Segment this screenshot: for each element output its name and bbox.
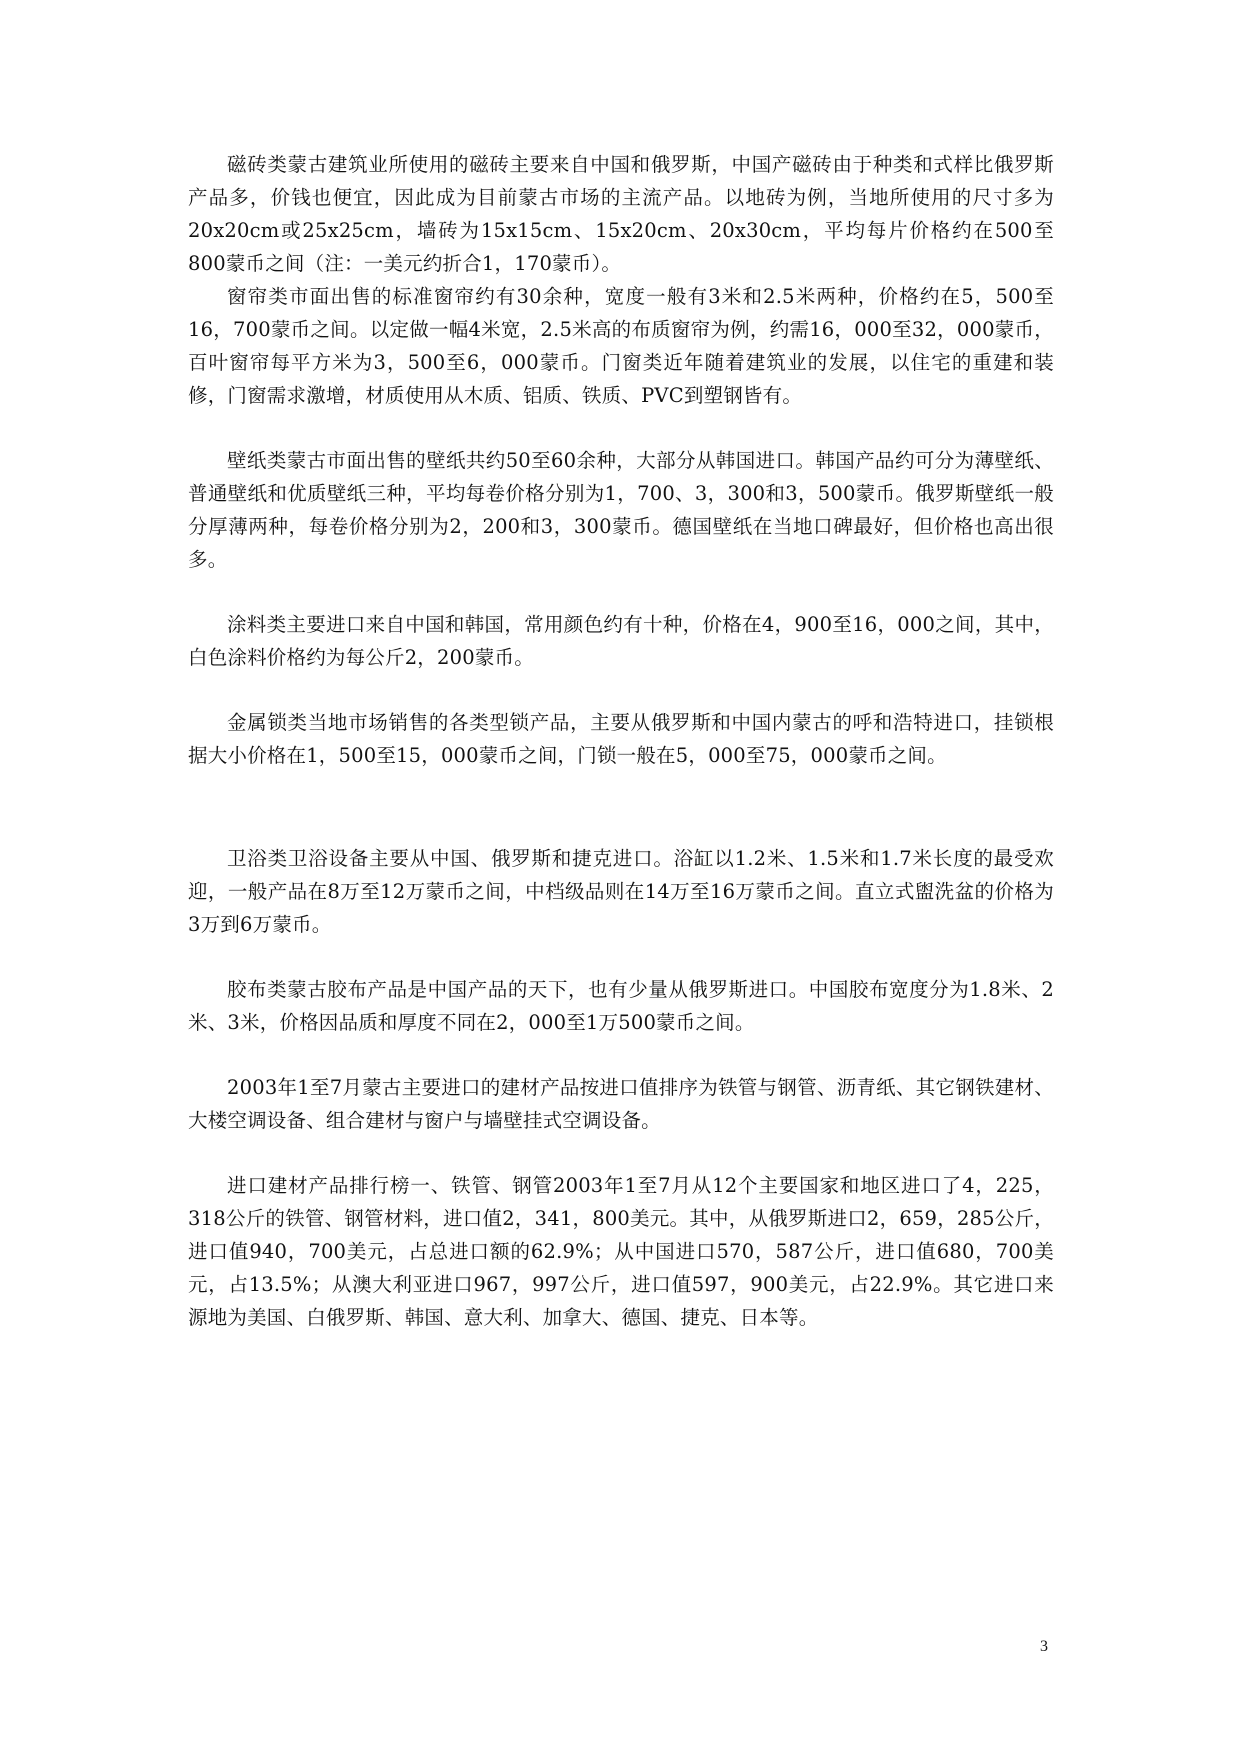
paragraph-locks: 金属锁类当地市场销售的各类型锁产品，主要从俄罗斯和中国内蒙古的呼和浩特进口，挂锁根据大小价格在1，500至15，000蒙币之间，门锁一般在5，000至75，000蒙币之间。 bbox=[188, 711, 1054, 767]
paragraph-bathroom: 卫浴类卫浴设备主要从中国、俄罗斯和捷克进口。浴缸以1.2米、1.5米和1.7米长度的最受欢迎，一般产品在8万至12万蒙币之间，中档级品则在14万至16万蒙币之间。直立式盥洗盆的价格为3万到6万蒙币。 bbox=[188, 847, 1054, 936]
paragraph-tape: 胶布类蒙古胶布产品是中国产品的天下，也有少量从俄罗斯进口。中国胶布宽度分为1.8米、2米、3米，价格因品质和厚度不同在2，000至1万500蒙币之间。 bbox=[188, 978, 1054, 1034]
paragraph-gap bbox=[188, 1137, 1054, 1169]
paragraph-gap bbox=[188, 1039, 1054, 1071]
paragraph-gap bbox=[188, 674, 1054, 706]
paragraph-curtains: 窗帘类市面出售的标准窗帘约有30余种，宽度一般有3米和2.5米两种，价格约在5，500至16，700蒙币之间。以定做一幅4米宽，2.5米高的布质窗帘为例，约需16，000至32，000蒙币，百叶窗帘每平方米为3，500至6，000蒙币。门窗类近年随着建筑业的发展，以住宅的重建和装修，门窗需求激增，材质使用从木质、铝质、铁质、PVC到塑钢皆有。 bbox=[188, 285, 1054, 407]
document-body bbox=[188, 148, 1054, 1334]
paragraph-gap bbox=[188, 772, 1054, 842]
paragraph-tiles: 磁砖类蒙古建筑业所使用的磁砖主要来自中国和俄罗斯，中国产磁砖由于种类和式样比俄罗斯产品多，价钱也便宜，因此成为目前蒙古市场的主流产品。以地砖为例，当地所使用的尺寸多为20x20cm或25x25cm，墙砖为15x15cm、15x20cm、20x30cm，平均每片价格约在500至800蒙币之间（注：一美元约折合1，170蒙币）。 bbox=[188, 153, 1054, 275]
paragraph-gap bbox=[188, 941, 1054, 973]
paragraph-wallpaper: 壁纸类蒙古市面出售的壁纸共约50至60余种，大部分从韩国进口。韩国产品约可分为薄壁纸、普通壁纸和优质壁纸三种，平均每卷价格分别为1，700、3，300和3，500蒙币。俄罗斯壁纸一般分厚薄两种，每卷价格分别为2，200和3，300蒙币。德国壁纸在当地口碑最好，但价格也高出很多。 bbox=[188, 449, 1054, 571]
paragraph-steel-pipes: 进口建材产品排行榜一、铁管、钢管2003年1至7月从12个主要国家和地区进口了4，225，318公斤的铁管、钢管材料，进口值2，341，800美元。其中，从俄罗斯进口2，659，285公斤，进口值940，700美元，占总进口额的62.9%；从中国进口570，587公斤，进口值680，700美元，占13.5%；从澳大利亚进口967，997公斤，进口值597，900美元，占22.9%。其它进口来源地为美国、白俄罗斯、韩国、意大利、加拿大、德国、捷克、日本等。 bbox=[188, 1174, 1054, 1329]
paragraph-paint: 涂料类主要进口来自中国和韩国，常用颜色约有十种，价格在4，900至16，000之间，其中，白色涂料价格约为每公斤2，200蒙币。 bbox=[188, 613, 1054, 669]
paragraph-gap bbox=[188, 576, 1054, 608]
paragraph-gap bbox=[188, 412, 1054, 444]
page-number: 3 bbox=[1040, 1638, 1048, 1655]
paragraph-import-ranking-summary: 2003年1至7月蒙古主要进口的建材产品按进口值排序为铁管与钢管、沥青纸、其它钢铁建材、大楼空调设备、组合建材与窗户与墙壁挂式空调设备。 bbox=[188, 1076, 1054, 1132]
